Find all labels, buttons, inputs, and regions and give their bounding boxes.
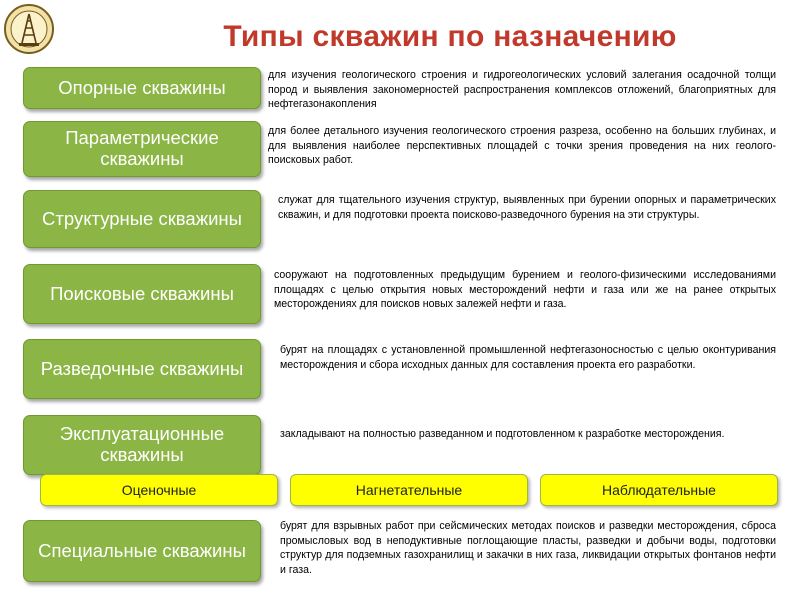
description-parametric: для более детального изучения геологического строения разреза, особенно на больших глубинах, и для выявления наиболее перспективных площадей с точки зрения проведения на них геолого-поисковых работ. <box>268 125 776 167</box>
description-structural: служат для тщательного изучения структур, выявленных при бурении опорных и параметрических скважин, и для подготовки проекта поисково-разведочного бурения на эти структуры. <box>278 194 776 221</box>
type-box-production: Эксплуатационные скважины <box>23 415 261 475</box>
type-box-appraisal: Разведочные скважины <box>23 339 261 399</box>
description-support: для изучения геологического строения и гидрогеологических условий залегания осадочной толщи пород и выявления закономерностей распространения комплексов отложений, благоприятных для нефтегазонакопления <box>268 69 776 111</box>
type-box-structural: Структурные скважины <box>23 190 261 248</box>
type-box-support: Опорные скважины <box>23 67 261 109</box>
subtype-box-injection: Нагнетательные <box>290 474 528 506</box>
subtype-box-evaluation: Оценочные <box>40 474 278 506</box>
description-appraisal: бурят на площадях с установленной промышленной нефтегазоносностью с целью оконтуривания месторождения и сбора исходных данных для составления проекта его разработки. <box>280 344 776 371</box>
oil-derrick-icon <box>3 3 55 55</box>
description-production: закладывают на полностью разведанном и подготовленном к разработке месторождения. <box>280 428 725 440</box>
type-box-special: Специальные скважины <box>23 520 261 582</box>
page-title: Типы скважин по назначению <box>223 20 677 53</box>
type-box-exploratory: Поисковые скважины <box>23 264 261 324</box>
description-special: бурят для взрывных работ при сейсмических методах поисков и разведки месторождения, сброса промысловых вод в неподуктивные поглощающие пласты, разведки и добычи воды, подготовки структур для подземных газохранилищ и закачки в них газа, ликвидации открытых фонтанов нефти и газа. <box>280 520 776 576</box>
subtype-box-observation: Наблюдательные <box>540 474 778 506</box>
logo-emblem <box>3 3 55 55</box>
type-box-parametric: Параметрические скважины <box>23 121 261 177</box>
description-exploratory: сооружают на подготовленных предыдущим бурением и геолого-физическими исследованиями площадях с целью открытия новых месторождений нефти и газа или же на ранее открытых месторождениях для поисков новых залежей нефти и газа. <box>274 269 776 311</box>
